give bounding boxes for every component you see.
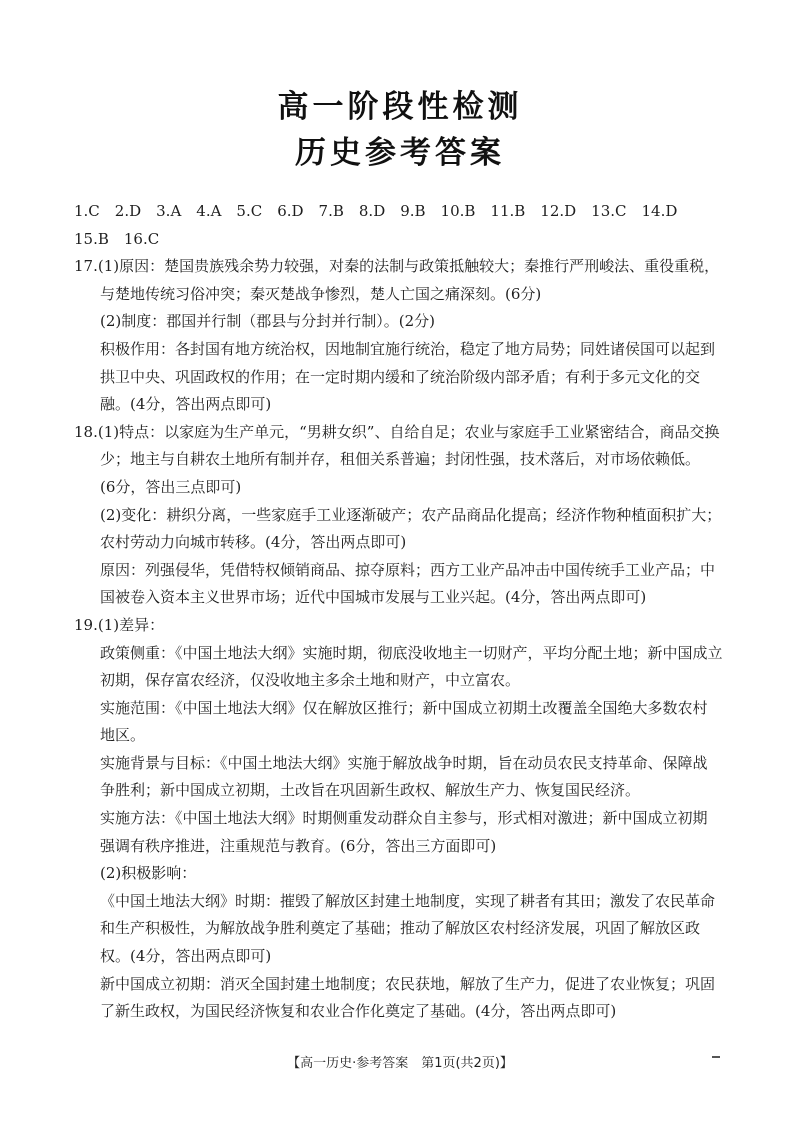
q17-line: 与楚地传统习俗冲突；秦灭楚战争惨烈，楚人亡国之痛深刻。(6分) (100, 284, 542, 303)
q17-line: 17.(1)原因：楚国贵族残余势力较强，对秦的法制与政策抵触较大；秦推行严刑峻法、重役重税， (74, 257, 720, 276)
q18-line: (2)变化：耕织分离，一些家庭手工业逐渐破产；农产品商品化提高；经济作物种植面积扩大； (100, 505, 722, 524)
q19-line: 政策侧重：《中国土地法大纲》实施时期，彻底没收地主一切财产，平均分配土地；新中国成立 (100, 643, 723, 662)
q19-line: 了新生政权，为国民经济恢复和农业合作化奠定了基础。(4分，答出两点即可) (100, 1002, 617, 1021)
q18-line: (6分，答出三点即可) (100, 477, 242, 496)
question-18-answer (74, 419, 734, 612)
corner-mark (712, 1056, 720, 1058)
q18-line: 原因：列强侵华，凭借特权倾销商品、掠夺原料；西方工业产品冲击中国传统手工业产品；中 (100, 560, 716, 579)
mc-answers-line: 15.B 16.C (74, 229, 160, 248)
q19-line: 权。(4分，答出两点即可) (100, 947, 272, 966)
q18-line: 18.(1)特点：以家庭为生产单元，“男耕女织”、自给自足；农业与家庭手工业紧密结合，商品交换 (74, 422, 720, 441)
q17-line: 拱卫中央、巩固政权的作用；在一定时期内缓和了统治阶级内部矛盾；有利于多元文化的交 (100, 367, 701, 386)
q17-line: (2)制度：郡国并行制（郡县与分封并行制）。(2分) (100, 312, 435, 331)
q18-line: 国被卷入资本主义世界市场；近代中国城市发展与工业兴起。(4分，答出两点即可) (100, 588, 647, 607)
page-footer: 【高一历史·参考答案 第1页(共2页)】 (287, 1056, 513, 1071)
q19-line: 争胜利；新中国成立初期，土改旨在巩固新生政权、解放生产力、恢复国民经济。 (100, 781, 641, 800)
q19-line: 和生产积极性，为解放战争胜利奠定了基础；推动了解放区农村经济发展，巩固了解放区政 (100, 919, 701, 938)
q19-line: 实施背景与目标：《中国土地法大纲》实施于解放战争时期，旨在动员农民支持革命、保障战 (100, 753, 708, 772)
q19-line: 初期，保存富农经济，仅没收地主多余土地和财产，中立富农。 (100, 671, 521, 690)
q19-line: 实施方法：《中国土地法大纲》时期侧重发动群众自主参与，形式相对激进；新中国成立初期 (100, 809, 708, 828)
q17-line: 融。(4分，答出两点即可) (100, 395, 272, 414)
q17-line: 积极作用：各封国有地方统治权，因地制宜施行统治，稳定了地方局势；同姓诸侯国可以起到 (100, 339, 716, 358)
question-17-answer (74, 253, 734, 419)
multiple-choice-answers (74, 198, 734, 253)
answer-body (74, 198, 734, 1026)
q19-line: 实施范围：《中国土地法大纲》仅在解放区推行；新中国成立初期土改覆盖全国绝大多数农村 (100, 698, 708, 717)
page-subtitle: 历史参考答案 (295, 135, 505, 171)
q19-line: 地区。 (100, 726, 146, 745)
q19-line: (2)积极影响： (100, 864, 197, 883)
q19-line: 强调有秩序推进，注重规范与教育。(6分，答出三方面即可) (100, 836, 497, 855)
q18-line: 农村劳动力向城市转移。(4分，答出两点即可) (100, 533, 407, 552)
q18-line: 少；地主与自耕农土地所有制并存，租佃关系普遍；封闭性强，技术落后，对市场依赖低。 (100, 450, 701, 469)
q19-line: 新中国成立初期：消灭全国封建土地制度；农民获地，解放了生产力，促进了农业恢复；巩固 (100, 974, 716, 993)
page-title: 高一阶段性检测 (277, 89, 523, 125)
question-19-answer (74, 612, 734, 1026)
q19-line: 《中国土地法大纲》时期：摧毁了解放区封建土地制度，实现了耕者有其田；激发了农民革命 (100, 891, 716, 910)
title-block (0, 84, 800, 176)
mc-answers-line: 1.C 2.D 3.A 4.A 5.C 6.D 7.B 8.D 9.B 10.B 11.B 12.D 13.C 14.D (74, 202, 678, 220)
q19-line: 19.(1)差异： (74, 615, 165, 634)
